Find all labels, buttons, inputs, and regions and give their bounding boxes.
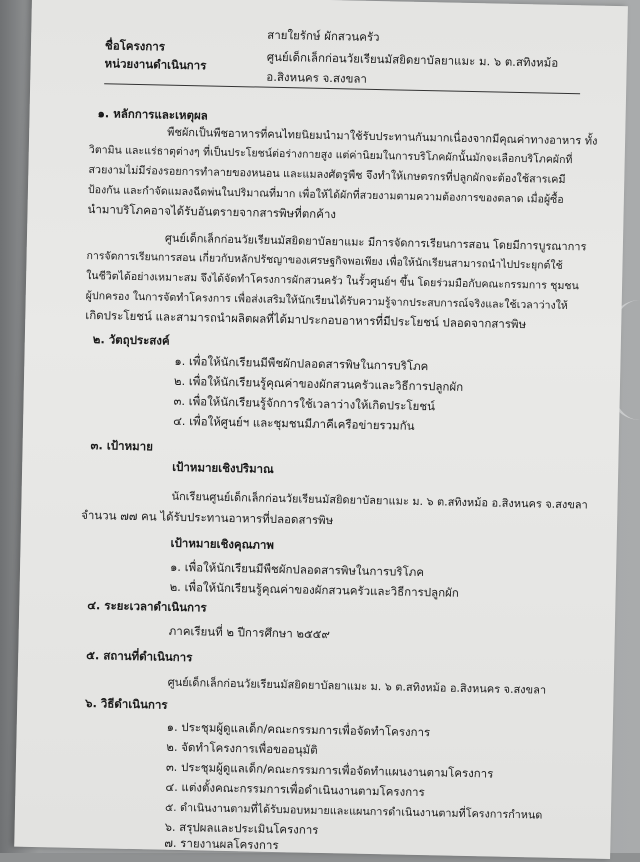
quantitative-goal-title: เป้าหมายเชิงปริมาณ xyxy=(172,459,274,476)
section-1-paragraph-1-line: สวยงามไม่มีร่องรอยการทำลายของหนอน และแมลงศัตรูพืช จึงทำให้เกษตรกรที่ปลูกผักจะต้องใช้สารเคมี xyxy=(88,162,566,186)
section-1-title: ๑. หลักการและเหตุผล xyxy=(97,106,208,123)
section-1-paragraph-2-line: ศูนย์เด็กเล็กก่อนวัยเรียนมัสยิดยาบัลยาแมะ มีการจัดการเรียนการสอน โดยมีการบูรณาการ xyxy=(164,231,587,254)
project-label: ชื่อโครงการ xyxy=(104,38,166,54)
objective-item: ๒. เพื่อให้นักเรียนรู้คุณค่าของผักสวนครัวและวิธีการปลูกผัก xyxy=(173,373,464,394)
section-2-title: ๒. วัตถุประสงค์ xyxy=(92,332,170,348)
objective-item: ๔. เพื่อให้ศูนย์ฯ และชุมชนมีภาคีเครือข่ายรวมกัน xyxy=(173,413,415,433)
method-item: ๓. ประชุมผู้ดูแลเด็ก/คณะกรรมการเพื่อจัดทำแผนงานตามโครงการ xyxy=(165,759,494,781)
agency-label: หน่วยงานดำเนินการ xyxy=(104,56,207,73)
section-3-title: ๓. เป้าหมาย xyxy=(90,438,154,454)
section-5-title: ๕. สถานที่ดำเนินการ xyxy=(86,648,193,665)
section-1-paragraph-1-line: พืชผักเป็นพืชอาหารที่คนไทยนิยมนำมาใช้รับประทานกันมากเนื่องจากมีคุณค่าทางอาหาร ทั้ง xyxy=(167,125,598,148)
quantitative-goal-line: นักเรียนศูนย์เด็กเล็กก่อนวัยเรียนมัสยิดยาบัลยาแมะ ม. ๖ ต.สทิงหม้อ อ.สิงหนคร จ.สงขลา xyxy=(171,489,588,512)
section-1-paragraph-2-line: ในชีวิตได้อย่างเหมาะสม จึงได้จัดทำโครงการผักสวนครัว ในรั้วศูนย์ฯ ขึ้น โดยร่วมมือกับคณะกรรมการ ชุมชน xyxy=(86,269,579,293)
section-1-paragraph-2-line: การจัดการเรียนการสอน เกี่ยวกับหลักปรัชญาของเศรษฐกิจพอเพียง เพื่อให้นักเรียนสามารถนำไปประยุกต์ใช้ xyxy=(86,249,563,272)
objective-item: ๓. เพื่อให้นักเรียนรู้จักการใช้เวลาว่างให้เกิดประโยชน์ xyxy=(173,393,436,414)
qualitative-goal-title: เป้าหมายเชิงคุณภาพ xyxy=(170,535,275,552)
method-item: ๖. สรุปผลและประเมินโครงการ xyxy=(164,819,319,837)
method-item: ๑. ประชุมผู้ดูแลเด็ก/คณะกรรมการเพื่อจัดทำโครงการ xyxy=(166,719,431,740)
method-item: ๕. ดำเนินงานตามที่ได้รับมอบหมายและแผนการดำเนินงานตามที่โครงการกำหนด xyxy=(164,800,543,822)
section-1-paragraph-2-line: ผู้ปกครอง ในการจัดทำโครงการ เพื่อส่งเสริมให้นักเรียนได้รับความรู้จากประสบการณ์จริงและใช้เวลาว่างให้ xyxy=(85,289,568,313)
section-6-title: ๖. วิธีดำเนินการ xyxy=(85,696,168,712)
document-page xyxy=(14,0,628,859)
section-1-paragraph-1-line: ป้องกัน และกำจัดแมลงฉีดพ่นในปริมาณที่มาก เพื่อให้ได้ผักที่สวยงามตามความต้องการของตลาด เมื่อผู้ซื้อ xyxy=(87,183,564,206)
agency-name-line-1: ศูนย์เด็กเล็กก่อนวัยเรียนมัสยิดยาบัลยาแมะ ม. ๖ ต.สทิงหม้อ xyxy=(266,49,559,70)
objective-item: ๑. เพื่อให้นักเรียนมีพืชผักปลอดสารพิษในการบริโภค xyxy=(174,353,429,374)
section-1-paragraph-1-line: นำมาบริโภคอาจได้รับอันตรายจากสารพิษที่ตกค้าง xyxy=(87,201,337,222)
section-1-paragraph-1-line: วิตามิน และแร่ธาตุต่างๆ ที่เป็นประโยชน์ต่อร่างกายสูง แต่ค่านิยมในการบริโภคผักนั้นมักจะเลือกบริโภคผักที่ xyxy=(88,143,573,167)
agency-name-line-2: อ.สิงหนคร จ.สงขลา xyxy=(266,69,368,86)
qualitative-goal-item: ๒. เพื่อให้นักเรียนรู้คุณค่าของผักสวนครัวและวิธีการปลูกผัก xyxy=(169,579,459,600)
qualitative-goal-item: ๑. เพื่อให้นักเรียนมีพืชผักปลอดสารพิษในการบริโภค xyxy=(169,559,425,580)
method-item: ๔. แต่งตั้งคณะกรรมการเพื่อดำเนินงานตามโครงการ xyxy=(165,779,425,800)
method-item: ๒. จัดทำโครงการเพื่อขออนุมัติ xyxy=(166,739,318,757)
quantitative-goal-line: จำนวน ๗๗ คน ได้รับประทานอาหารที่ปลอดสารพิษ xyxy=(81,507,334,528)
location-text: ศูนย์เด็กเล็กก่อนวัยเรียนมัสยิดยาบัลยาแมะ ม. ๖ ต.สทิงหม้อ อ.สิงหนคร จ.สงขลา xyxy=(167,675,547,697)
project-name: สายใยรักษ์ ผักสวนครัว xyxy=(267,27,380,45)
section-1-paragraph-2-line: เกิดประโยชน์ และสามารถนำผลิตผลที่ได้มาประกอบอาหารที่มีประโยชน์ ปลอดจากสารพิษ xyxy=(85,307,527,332)
method-item: ๗. รายงานผลโครงการ xyxy=(164,835,279,853)
section-4-title: ๔. ระยะเวลาดำเนินการ xyxy=(87,598,207,615)
duration-text: ภาคเรียนที่ ๒ ปีการศึกษา ๒๕๕๙ xyxy=(168,623,331,642)
